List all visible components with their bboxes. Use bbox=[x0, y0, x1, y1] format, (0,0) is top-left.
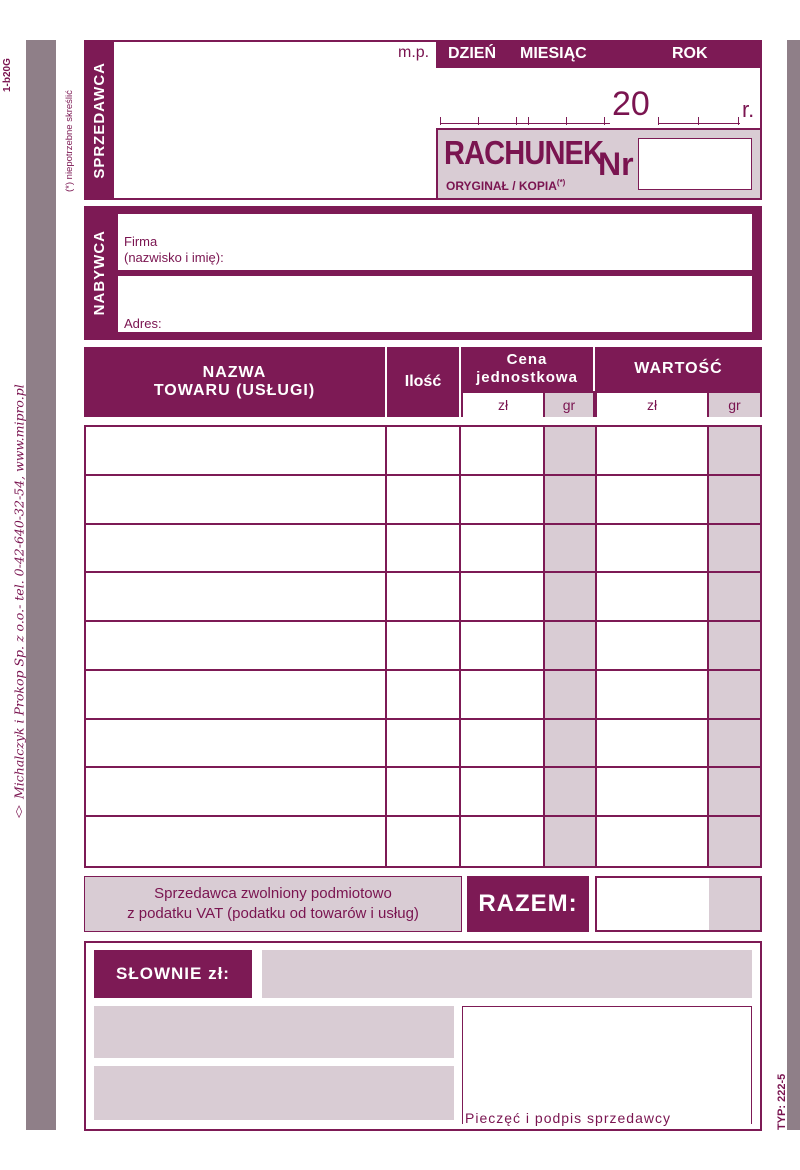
col-price-line1: Cena bbox=[506, 351, 548, 368]
signature-label: Pieczęć i podpis sprzedawcy bbox=[465, 1110, 671, 1126]
name-label: (nazwisko i imię): bbox=[124, 250, 224, 265]
col-header-name bbox=[84, 347, 385, 417]
right-sidebar-stripe bbox=[787, 40, 800, 1130]
buyer-address-field[interactable] bbox=[118, 276, 752, 332]
col-price-line2: jednostkowa bbox=[476, 369, 578, 386]
table-row[interactable] bbox=[86, 476, 760, 525]
extra-field-1[interactable] bbox=[94, 1006, 454, 1058]
col-name-line2: TOWARU (USŁUGI) bbox=[153, 382, 316, 399]
col-header-qty bbox=[387, 347, 459, 417]
leaf-logo-icon: ◊ bbox=[11, 805, 27, 820]
vat-exempt-note bbox=[84, 876, 462, 932]
exempt-line1: Sprzedawca zwolniony podmiotowo bbox=[154, 885, 392, 902]
table-row[interactable] bbox=[86, 525, 760, 574]
table-row[interactable] bbox=[86, 817, 760, 866]
mp-label: m.p. bbox=[398, 44, 430, 61]
total-gr-shade bbox=[709, 878, 760, 930]
buyer-name-field[interactable] bbox=[118, 214, 752, 270]
month-label: MIESIĄC bbox=[520, 45, 587, 62]
table-row[interactable] bbox=[86, 671, 760, 720]
table-row[interactable] bbox=[86, 573, 760, 622]
subtitle-mark: (*) bbox=[556, 178, 566, 187]
total-field[interactable] bbox=[595, 876, 762, 932]
seller-label-bar bbox=[84, 40, 114, 200]
col-name-line1: NAZWA bbox=[202, 364, 267, 381]
amount-in-words-field[interactable] bbox=[262, 950, 752, 998]
subtitle-text: ORYGINAŁ / KOPIA bbox=[446, 179, 557, 193]
col-header-price bbox=[461, 347, 593, 391]
nr-label: Nr bbox=[598, 146, 634, 182]
seller-field[interactable] bbox=[118, 44, 428, 194]
signature-field[interactable] bbox=[462, 1006, 752, 1124]
year-prefix: 20 bbox=[612, 85, 650, 123]
words-label: SŁOWNIE zł: bbox=[94, 950, 252, 998]
price-zl-header: zł bbox=[463, 393, 543, 417]
address-label: Adres: bbox=[124, 316, 162, 331]
invoice-number-field[interactable] bbox=[638, 138, 752, 190]
invoice-title-box bbox=[436, 128, 762, 200]
table-row[interactable] bbox=[86, 622, 760, 671]
col-qty-label: Ilość bbox=[404, 373, 442, 390]
year-suffix: r. bbox=[742, 97, 755, 122]
price-gr-header: gr bbox=[545, 393, 593, 417]
value-zl-header: zł bbox=[597, 393, 707, 417]
exempt-line2: z podatku VAT (podatku od towarów i usług) bbox=[127, 905, 419, 922]
items-table bbox=[84, 425, 762, 868]
extra-field-2[interactable] bbox=[94, 1066, 454, 1120]
date-field[interactable] bbox=[436, 85, 762, 125]
col-value-label: WARTOŚĆ bbox=[634, 360, 723, 377]
form-code: 1-b20G bbox=[2, 58, 13, 92]
firma-label: Firma bbox=[124, 234, 158, 249]
col-header-value bbox=[595, 347, 762, 391]
value-gr-header: gr bbox=[709, 393, 760, 417]
year-label: ROK bbox=[672, 45, 708, 62]
table-row[interactable] bbox=[86, 720, 760, 769]
strike-note: (*) niepotrzebne skreślić bbox=[64, 90, 75, 192]
invoice-title: RACHUNEK bbox=[444, 134, 604, 171]
publisher-text: Michalczyk i Prokop Sp. z o.o.- tel. 0-42-640-32-54, www.mipro.pl bbox=[11, 384, 27, 799]
seller-label: SPRZEDAWCA bbox=[90, 61, 108, 179]
type-code: TYP: 222-5 bbox=[776, 1073, 788, 1130]
day-label: DZIEŃ bbox=[448, 45, 496, 62]
table-row[interactable] bbox=[86, 768, 760, 817]
left-sidebar-stripe bbox=[26, 40, 56, 1130]
invoice-subtitle bbox=[446, 178, 565, 193]
table-row[interactable] bbox=[86, 427, 760, 476]
buyer-label: NABYWCA bbox=[90, 230, 108, 316]
total-label: RAZEM: bbox=[467, 876, 589, 932]
buyer-label-bar bbox=[84, 206, 114, 340]
date-header-bar bbox=[436, 40, 762, 68]
